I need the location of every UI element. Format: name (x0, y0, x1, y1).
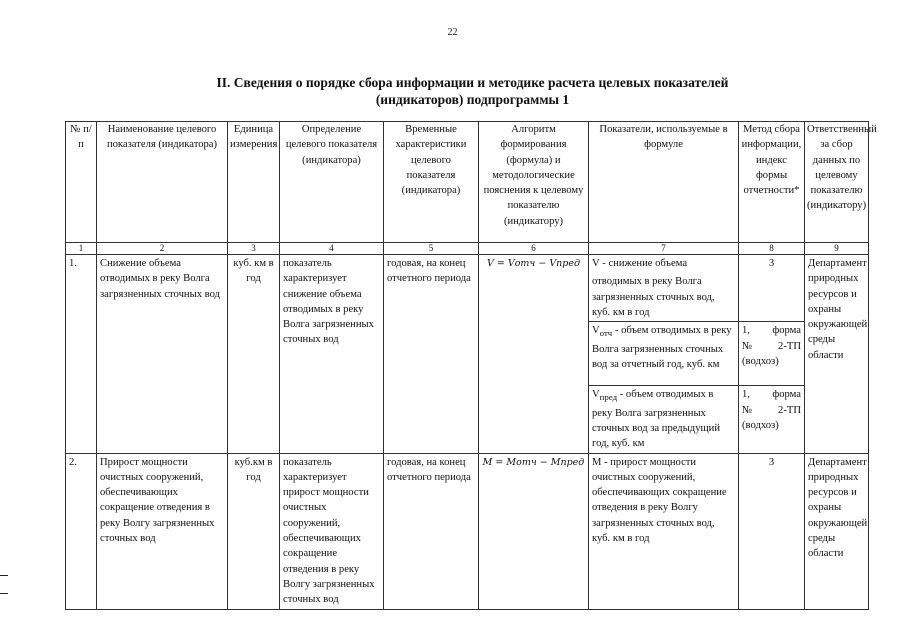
time-characteristics: годовая, на конец отчетного периода (384, 255, 479, 454)
variable-description: - объем отводимых в реку Волга загрязненных сточных вод за отчетный год, куб. км (592, 325, 732, 370)
variable-symbol: V (592, 258, 600, 269)
header-definition: Определение целевого показателя (индикатора) (280, 122, 384, 243)
header-unit: Единица измерения (228, 122, 280, 243)
column-number: 9 (805, 243, 869, 255)
collection-method (739, 255, 805, 322)
unit-of-measure: куб.км в год (228, 453, 280, 609)
section-title-line-1: II. Сведения о порядке сбора информации и методике расчета целевых показателей (216, 75, 729, 90)
column-number: 1 (66, 243, 97, 255)
column-number: 8 (739, 243, 805, 255)
row-number: 2. (66, 453, 97, 609)
indicator-name: Прирост мощности очистных сооружений, обеспечивающих сокращение отведения в реку Волгу загрязненных сточных вод (97, 453, 228, 609)
page-number: 22 (447, 27, 458, 38)
method-form-number: № 2-ТП (742, 404, 801, 416)
header-responsible: Ответственный за сбор данных по целевому показателю (индикатору) (805, 122, 869, 243)
collection-method (739, 322, 805, 386)
variable-description: - снижение объема отводимых в реку Волга загрязненных сточных вод, куб. км в год (592, 258, 715, 318)
column-number: 6 (479, 243, 589, 255)
header-name: Наименование целевого показателя (индикатора) (97, 122, 228, 243)
variable-description: - объем отводимых в реку Волга загрязненных сточных вод за предыдущий год, куб. км (592, 389, 720, 450)
section-title-line-2: (индикаторов) подпрограммы 1 (375, 92, 570, 107)
formula-variable (589, 386, 739, 453)
formula-variable (589, 322, 739, 386)
column-number-row (66, 243, 869, 255)
method-code: 1, форма (742, 325, 801, 337)
collection-method: 3 (739, 453, 805, 609)
method-form-name: (водхоз) (742, 419, 779, 431)
unit-of-measure: куб. км в год (228, 255, 280, 454)
variable-symbol: V (592, 389, 600, 401)
column-number: 4 (280, 243, 384, 255)
table-row (66, 255, 869, 322)
header-indicators: Показатели, используемые в формуле (589, 122, 739, 243)
column-number: 2 (97, 243, 228, 255)
formula: M = Mотч − Mпред (479, 453, 589, 609)
responsible-body: Департамент природных ресурсов и охраны окружающей среды области (805, 453, 869, 609)
collection-method (739, 386, 805, 453)
responsible-body: Департамент природных ресурсов и охраны окружающей среды области (805, 255, 869, 454)
indicator-definition: показатель характеризует снижение объема отводимых в реку Волга загрязненных сточных вод (280, 255, 384, 454)
formula: V = Vотч − Vпред (479, 255, 589, 454)
formula-variable (589, 255, 739, 322)
header-method: Метод сбора информации, индекс формы отчетности* (739, 122, 805, 243)
table-row (66, 453, 869, 609)
method-code: 3 (768, 258, 775, 269)
row-number: 1. (66, 255, 97, 454)
section-title (180, 74, 765, 108)
indicator-definition: показатель характеризует прирост мощности очистных сооружений, обеспечивающих сокращение отведения в реку Волгу загрязненных сточных вод (280, 453, 384, 609)
margin-mark (0, 593, 8, 594)
formula-variable: M - прирост мощности очистных сооружений, обеспечивающих сокращение отведения в реку Волгу загрязненных сточных вод, куб. км в год (589, 453, 739, 609)
header-timing: Временные характеристики целевого показателя (индикатора) (384, 122, 479, 243)
header-no: № п/п (66, 122, 97, 243)
method-form-number: № 2-ТП (742, 340, 801, 352)
method-code: 1, форма (742, 389, 801, 401)
variable-subscript: отч (599, 328, 613, 339)
variable-subscript: пред (599, 392, 618, 403)
column-number: 5 (384, 243, 479, 255)
margin-mark (0, 575, 8, 576)
header-algorithm: Алгоритм формирования (формула) и методологические пояснения к целевому показателю (индикатору) (479, 122, 589, 243)
header-row (66, 122, 869, 243)
method-form-name: (водхоз) (742, 355, 779, 367)
variable-symbol: V (592, 325, 600, 337)
indicator-name: Снижение объема отводимых в реку Волга загрязненных сточных вод (97, 255, 228, 454)
column-number: 7 (589, 243, 739, 255)
column-number: 3 (228, 243, 280, 255)
indicators-table (65, 121, 877, 610)
time-characteristics: годовая, на конец отчетного периода (384, 453, 479, 609)
